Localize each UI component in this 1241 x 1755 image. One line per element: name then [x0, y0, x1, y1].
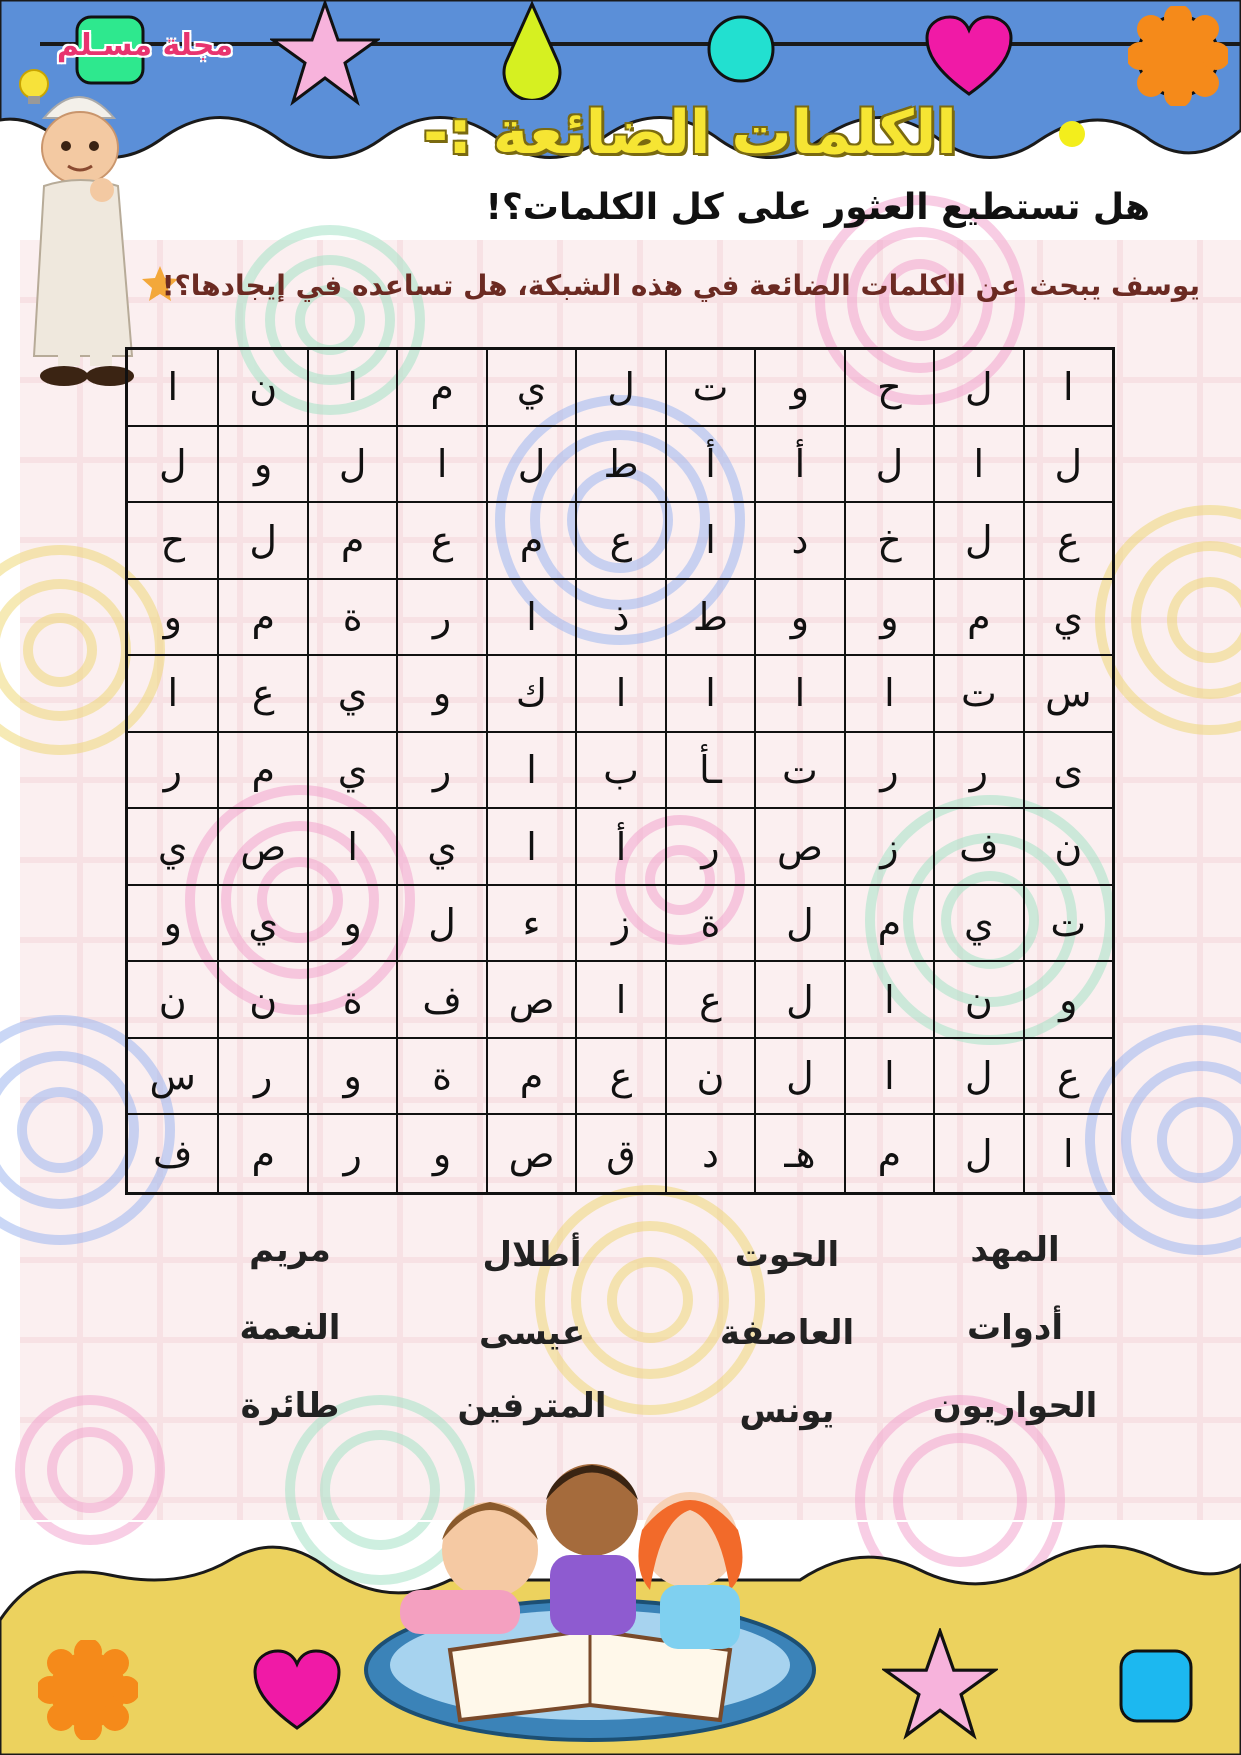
grid-cell[interactable]: ت [1023, 886, 1112, 963]
flower-icon [1128, 6, 1228, 106]
grid-cell[interactable]: ل [486, 427, 575, 504]
grid-cell[interactable]: ع [1023, 503, 1112, 580]
grid-cell[interactable]: ي [307, 733, 396, 810]
grid-cell[interactable]: ن [665, 1039, 754, 1116]
word-list [0, 1225, 1241, 1465]
grid-cell[interactable]: م [307, 503, 396, 580]
grid-cell[interactable]: ا [575, 656, 664, 733]
grid-cell[interactable]: ر [844, 733, 933, 810]
grid-cell[interactable]: ل [933, 1039, 1022, 1116]
grid-cell[interactable]: ت [933, 656, 1022, 733]
grid-cell[interactable]: د [665, 1115, 754, 1192]
grid-cell[interactable]: هـ [754, 1115, 843, 1192]
grid-cell[interactable]: ة [307, 580, 396, 657]
grid-cell[interactable]: و [754, 350, 843, 427]
grid-cell[interactable]: ا [486, 580, 575, 657]
grid-cell[interactable]: ا [396, 427, 485, 504]
grid-cell[interactable]: ا [486, 733, 575, 810]
grid-cell[interactable]: ع [396, 503, 485, 580]
grid-cell[interactable]: خ [844, 503, 933, 580]
grid-cell[interactable]: ع [665, 962, 754, 1039]
word-item: يونس [739, 1391, 835, 1431]
page-title: الكلمات الضائعة :- [423, 98, 957, 168]
grid-cell[interactable]: ا [933, 427, 1022, 504]
grid-cell[interactable]: ا [665, 503, 754, 580]
grid-cell[interactable]: ع [1023, 1039, 1112, 1116]
word-item: عيسى [478, 1313, 586, 1353]
grid-cell[interactable]: ن [128, 962, 217, 1039]
grid-cell[interactable]: ل [754, 1039, 843, 1116]
page-subtitle: هل تستطيع العثور على كل الكلمات؟! [485, 187, 1150, 228]
word-item: المهد [970, 1230, 1060, 1270]
word-item: طائرة [240, 1386, 340, 1426]
grid-cell[interactable]: ا [844, 1039, 933, 1116]
grid-cell[interactable]: م [844, 1115, 933, 1192]
grid-cell[interactable]: ء [486, 886, 575, 963]
grid-cell[interactable]: ط [665, 580, 754, 657]
grid-cell[interactable]: ب [575, 733, 664, 810]
grid-cell[interactable]: ة [396, 1039, 485, 1116]
grid-cell[interactable]: و [396, 656, 485, 733]
grid-cell[interactable]: ز [844, 809, 933, 886]
grid-cell[interactable]: ل [396, 886, 485, 963]
grid-cell[interactable]: س [128, 1039, 217, 1116]
grid-cell[interactable]: ع [575, 503, 664, 580]
grid-cell[interactable]: أ [665, 427, 754, 504]
heart-icon [252, 1648, 342, 1732]
grid-cell[interactable]: و [1023, 962, 1112, 1039]
yellow-dot-icon [1058, 120, 1086, 148]
children-reading-illustration [360, 1440, 820, 1750]
grid-cell[interactable]: و [307, 886, 396, 963]
grid-cell[interactable]: م [217, 733, 306, 810]
grid-cell[interactable]: ق [575, 1115, 664, 1192]
grid-cell[interactable]: ى [1023, 733, 1112, 810]
grid-cell[interactable]: ن [933, 962, 1022, 1039]
grid-cell[interactable]: ن [217, 962, 306, 1039]
grid-cell[interactable]: ل [844, 427, 933, 504]
grid-cell[interactable]: ع [575, 1039, 664, 1116]
word-item: المترفين [457, 1386, 607, 1426]
grid-cell[interactable]: ت [665, 350, 754, 427]
grid-cell[interactable]: ي [1023, 580, 1112, 657]
grid-cell[interactable]: ا [1023, 350, 1112, 427]
grid-cell[interactable]: ن [217, 350, 306, 427]
grid-cell[interactable]: ذ [575, 580, 664, 657]
star-icon [882, 1628, 998, 1744]
grid-cell[interactable]: ا [665, 656, 754, 733]
grid-cell[interactable]: ص [486, 962, 575, 1039]
word-item: الحوت [734, 1235, 840, 1275]
grid-cell[interactable]: ي [396, 809, 485, 886]
word-item: أدوات [966, 1308, 1064, 1348]
grid-cell[interactable]: ع [217, 656, 306, 733]
grid-cell[interactable]: ل [754, 962, 843, 1039]
grid-cell[interactable]: ص [486, 1115, 575, 1192]
grid-cell[interactable]: ر [128, 733, 217, 810]
grid-cell[interactable]: ا [307, 809, 396, 886]
word-item: مريم [249, 1230, 331, 1270]
grid-cell[interactable]: و [217, 427, 306, 504]
grid-cell[interactable]: ر [217, 1039, 306, 1116]
grid-cell[interactable]: ا [844, 656, 933, 733]
grid-cell[interactable]: ل [933, 503, 1022, 580]
square-icon [1118, 1648, 1194, 1724]
grid-cell[interactable]: د [754, 503, 843, 580]
word-item: النعمة [239, 1308, 341, 1348]
grid-cell[interactable]: م [933, 580, 1022, 657]
instruction-text: يوسف يبحث عن الكلمات الضائعة في هذه الشبكة، هل تساعده في إيجادها؟! [161, 269, 1200, 302]
grid-cell[interactable]: ف [153, 1131, 193, 1176]
grid-cell[interactable]: و [128, 886, 217, 963]
grid-cell[interactable]: ي [307, 656, 396, 733]
star-icon [270, 0, 380, 110]
grid-cell[interactable]: م [217, 1115, 306, 1192]
grid-cell[interactable]: ي [486, 350, 575, 427]
grid-cell[interactable]: ا [486, 809, 575, 886]
grid-cell[interactable]: س [1023, 656, 1112, 733]
grid-cell[interactable]: و [128, 580, 217, 657]
grid-cell[interactable]: و [396, 1115, 485, 1192]
grid-cell[interactable]: م [396, 350, 485, 427]
grid-cell[interactable]: ة [665, 886, 754, 963]
grid-cell[interactable]: ل [575, 350, 664, 427]
grid-cell[interactable]: ل [217, 503, 306, 580]
grid-cell[interactable]: ا [1023, 1115, 1112, 1192]
word-item: أطلال [482, 1235, 582, 1275]
grid-cell[interactable]: ـأ [665, 733, 754, 810]
grid-cell[interactable]: ل [307, 427, 396, 504]
grid-cell[interactable]: ز [575, 886, 664, 963]
grid-cell[interactable]: ر [396, 580, 485, 657]
grid-cell[interactable]: ر [307, 1115, 396, 1192]
grid-cell[interactable]: ر [933, 733, 1022, 810]
grid-cell[interactable]: ص [217, 809, 306, 886]
grid-cell[interactable]: ة [307, 962, 396, 1039]
grid-cell[interactable]: ل [128, 427, 217, 504]
grid-cell[interactable]: ح [844, 350, 933, 427]
grid-cell[interactable]: ح [128, 503, 217, 580]
grid-cell[interactable]: ا [575, 962, 664, 1039]
grid-cell[interactable]: ل [933, 350, 1022, 427]
grid-cell[interactable]: ف [396, 962, 485, 1039]
grid-cell[interactable]: ل [933, 1115, 1022, 1192]
grid-cell[interactable]: ت [754, 733, 843, 810]
grid-cell[interactable]: ا [754, 656, 843, 733]
grid-cell[interactable]: أ [575, 809, 664, 886]
grid-cell[interactable]: ك [486, 656, 575, 733]
grid-cell[interactable]: ا [844, 962, 933, 1039]
grid-cell[interactable]: ي [128, 809, 217, 886]
grid-cell[interactable]: م [486, 1039, 575, 1116]
heart-icon [924, 14, 1014, 98]
grid-cell[interactable]: م [844, 886, 933, 963]
word-search-grid [125, 347, 1115, 1195]
grid-cell[interactable]: ل [1023, 427, 1112, 504]
grid-cell[interactable]: ر [396, 733, 485, 810]
grid-cell[interactable]: ط [575, 427, 664, 504]
flower-icon [38, 1640, 138, 1740]
grid-cell[interactable]: م [217, 580, 306, 657]
grid-cell[interactable]: ل [754, 886, 843, 963]
word-item: العاصفة [719, 1313, 855, 1353]
lightbulb-icon [20, 70, 48, 104]
grid-cell[interactable]: ن [1023, 809, 1112, 886]
grid-cell[interactable]: و [754, 580, 843, 657]
magazine-brand: مجلة مسـلم [56, 28, 234, 63]
grid-cell[interactable]: ص [754, 809, 843, 886]
grid-cell[interactable]: ف [933, 809, 1022, 886]
grid-cell[interactable]: أ [754, 427, 843, 504]
grid-cell[interactable]: ا [128, 656, 217, 733]
grid-cell[interactable]: ا [128, 350, 217, 427]
drop-icon [500, 0, 564, 100]
word-item: الحواريون [932, 1386, 1098, 1426]
grid-cell[interactable]: ي [933, 886, 1022, 963]
grid-cell[interactable]: و [844, 580, 933, 657]
grid-cell[interactable]: ر [665, 809, 754, 886]
circle-icon [706, 14, 776, 84]
grid-cell[interactable]: و [307, 1039, 396, 1116]
grid-cell[interactable]: م [486, 503, 575, 580]
grid-cell[interactable]: ي [217, 886, 306, 963]
grid-cell[interactable]: ا [307, 350, 396, 427]
